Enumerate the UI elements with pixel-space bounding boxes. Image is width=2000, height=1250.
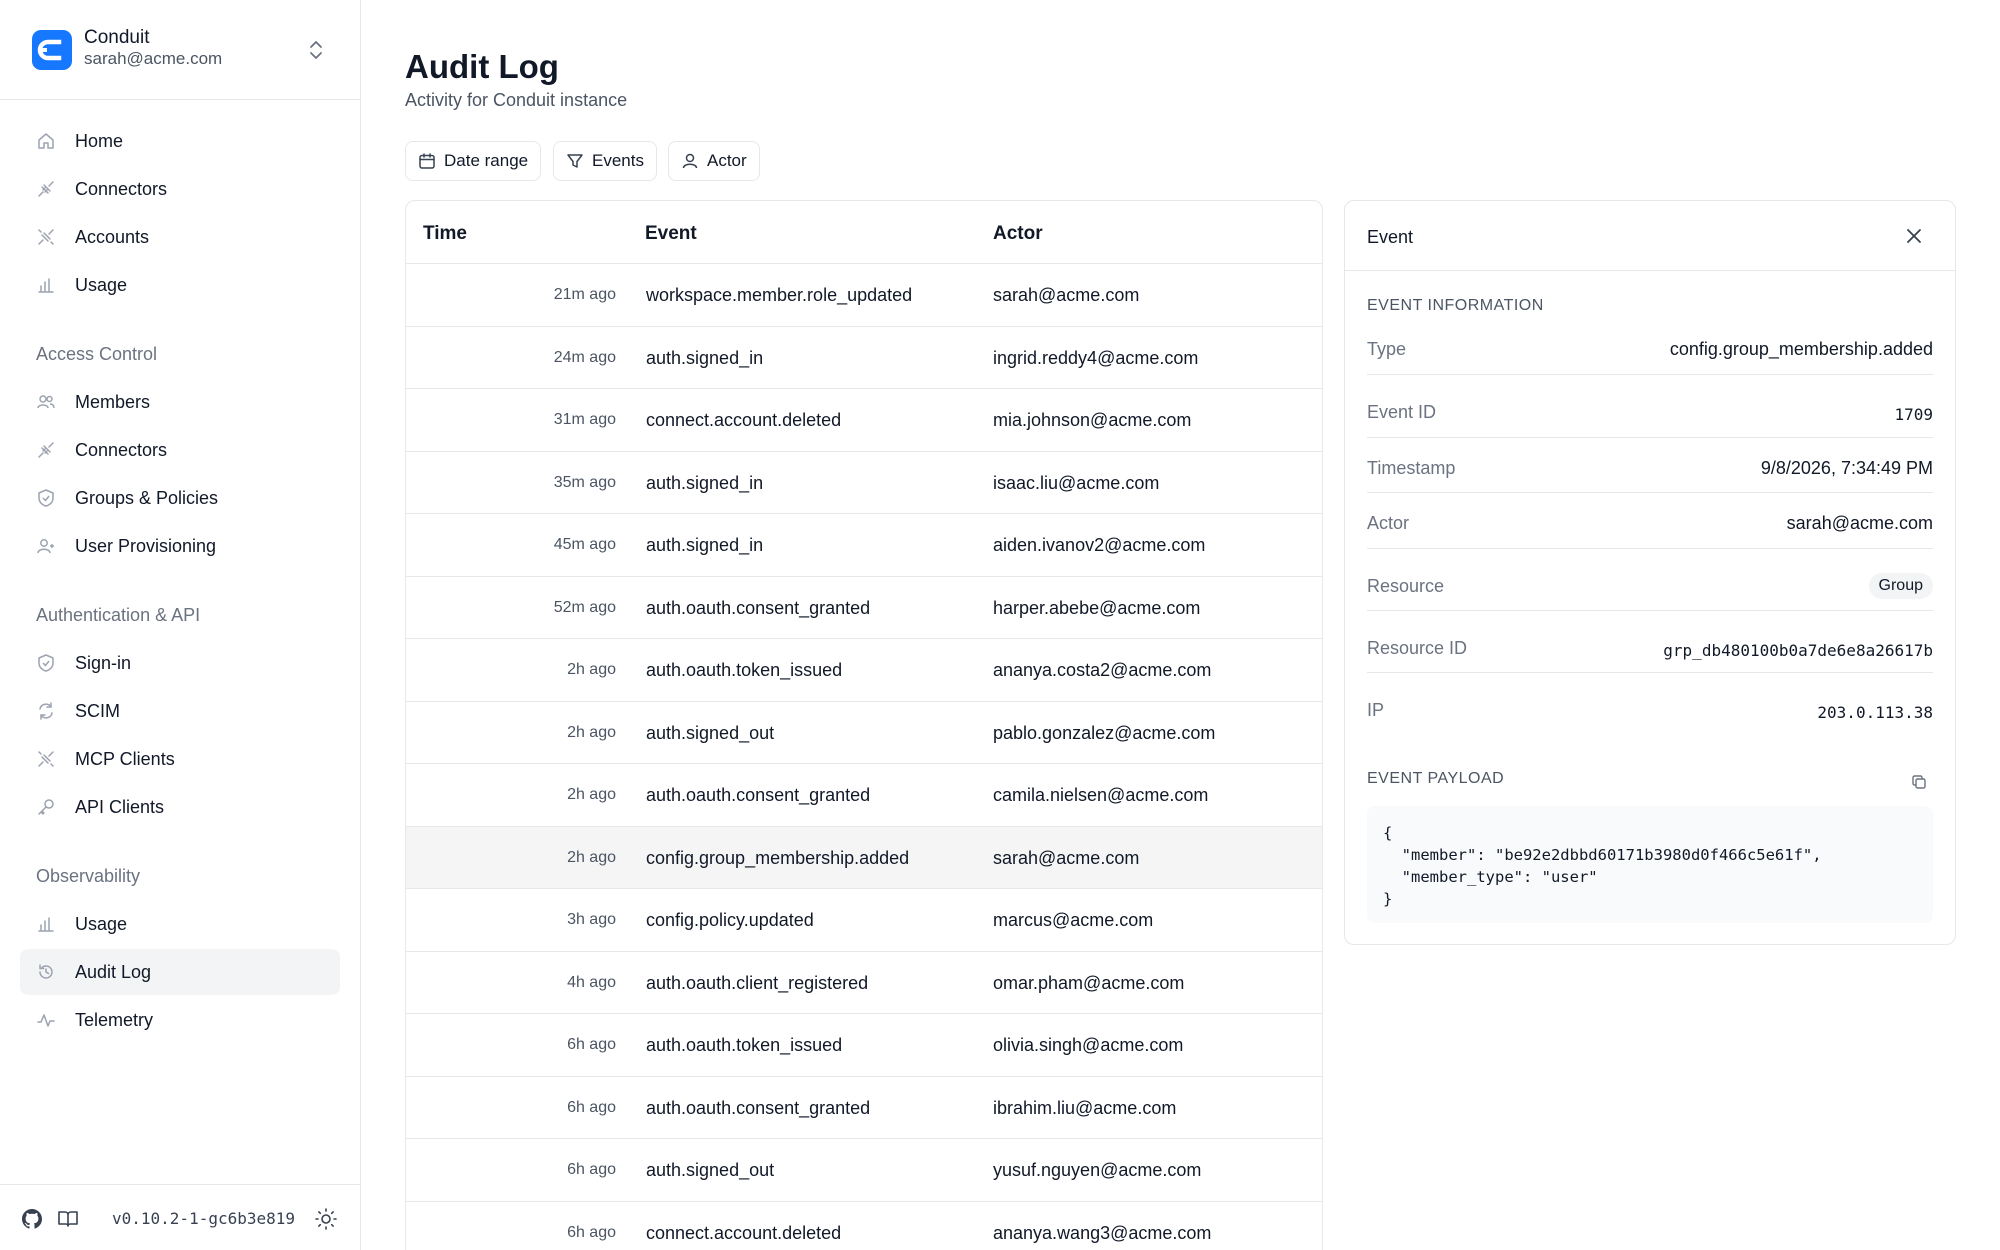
- actor-detail-value: sarah@acme.com: [1786, 513, 1933, 533]
- nav-accounts-label: Accounts: [75, 227, 150, 247]
- table-row[interactable]: [406, 577, 1323, 640]
- row-actor: ingrid.reddy4@acme.com: [993, 347, 1199, 368]
- row-actor: harper.abebe@acme.com: [993, 597, 1201, 618]
- actor-filter-button[interactable]: [668, 141, 760, 181]
- nav-connectors-label: Connectors: [75, 179, 168, 199]
- refresh-icon: [36, 701, 56, 721]
- org-email: sarah@acme.com: [84, 49, 223, 68]
- home-icon: [36, 131, 56, 151]
- event-detail-panel: [1344, 200, 1956, 945]
- actor-label: Actor: [707, 151, 747, 170]
- row-event: workspace.member.role_updated: [646, 285, 913, 305]
- row-time: 21m ago: [553, 286, 616, 303]
- plug-sparkle-icon: [36, 227, 56, 247]
- nav-members[interactable]: [20, 379, 340, 425]
- plug-sparkle-icon: [36, 749, 56, 769]
- resource-label: Resource: [1367, 576, 1445, 596]
- plug-icon: [36, 179, 56, 199]
- bar-chart-icon: [36, 914, 56, 934]
- type-row: [1367, 323, 1933, 375]
- plug-icon: [36, 440, 56, 460]
- row-actor: aiden.ivanov2@acme.com: [993, 535, 1206, 555]
- org-name: Conduit: [84, 27, 150, 48]
- table-row[interactable]: [406, 639, 1323, 702]
- table-row[interactable]: [406, 1202, 1323, 1250]
- version-label: v0.10.2-1-gc6b3e819: [112, 1209, 296, 1228]
- table-row[interactable]: [406, 1139, 1323, 1202]
- timestamp-label: Timestamp: [1367, 458, 1456, 478]
- panel-title: Event: [1367, 227, 1414, 247]
- column-actor: Actor: [993, 223, 1043, 244]
- row-event: config.policy.updated: [646, 910, 814, 930]
- nav-telemetry-label: Telemetry: [75, 1010, 154, 1030]
- section-auth-api: Authentication & API: [36, 605, 201, 625]
- table-row[interactable]: [406, 952, 1323, 1015]
- nav-mcp-clients[interactable]: [20, 736, 340, 782]
- nav-obs-usage[interactable]: [20, 901, 340, 947]
- ip-value: 203.0.113.38: [1817, 703, 1933, 722]
- event-id-label: Event ID: [1367, 402, 1437, 422]
- table-row[interactable]: [406, 1014, 1323, 1077]
- table-row[interactable]: [406, 827, 1323, 890]
- row-actor: ibrahim.liu@acme.com: [993, 1097, 1177, 1118]
- table-row[interactable]: [406, 1077, 1323, 1140]
- table-row[interactable]: [406, 389, 1323, 452]
- row-event: auth.oauth.client_registered: [646, 972, 869, 993]
- book-icon[interactable]: [56, 1207, 80, 1231]
- nav-audit-log[interactable]: [20, 949, 340, 995]
- resource-id-value: grp_db480100b0a7de6e8a26617b: [1663, 641, 1933, 660]
- table-row[interactable]: [406, 514, 1323, 577]
- key-icon: [36, 797, 56, 817]
- row-actor: ananya.wang3@acme.com: [993, 1222, 1212, 1243]
- row-time: 24m ago: [553, 348, 616, 366]
- shield-check-icon: [36, 653, 56, 673]
- type-value: config.group_membership.added: [1669, 339, 1933, 359]
- sun-icon[interactable]: [314, 1207, 338, 1231]
- nav-user-provisioning-label: User Provisioning: [75, 536, 217, 556]
- page-title: Audit Log: [405, 48, 559, 85]
- row-time: 2h ago: [567, 661, 616, 678]
- nav-mcp-clients-label: MCP Clients: [75, 749, 175, 769]
- panel-header: [1345, 201, 1955, 271]
- filter-icon: [566, 152, 584, 170]
- chevron-up-down-icon[interactable]: [305, 36, 327, 64]
- row-actor: yusuf.nguyen@acme.com: [993, 1160, 1202, 1180]
- row-time: 35m ago: [553, 473, 616, 491]
- table-row[interactable]: [406, 264, 1323, 327]
- row-time: 6h ago: [567, 1161, 616, 1178]
- row-event: auth.oauth.token_issued: [646, 1035, 843, 1055]
- nav-ac-connectors-label: Connectors: [75, 440, 168, 460]
- nav-usage-label: Usage: [75, 275, 128, 295]
- nav-groups-policies[interactable]: [20, 475, 340, 521]
- nav-scim-label: SCIM: [75, 701, 120, 721]
- row-time: 52m ago: [553, 598, 616, 616]
- activity-icon: [36, 1010, 56, 1030]
- row-time: 2h ago: [567, 723, 616, 741]
- section-access-control: Access Control: [36, 344, 158, 364]
- ip-row: [1367, 673, 1933, 735]
- history-icon: [36, 962, 56, 982]
- nav-connectors[interactable]: [20, 166, 340, 212]
- user-icon: [681, 152, 699, 170]
- row-event: auth.signed_out: [646, 1160, 775, 1180]
- date-range-label: Date range: [444, 151, 529, 170]
- resource-row: [1367, 549, 1933, 611]
- row-actor: isaac.liu@acme.com: [993, 472, 1160, 493]
- row-time: 6h ago: [567, 1098, 616, 1116]
- row-actor: olivia.singh@acme.com: [993, 1035, 1184, 1055]
- row-time: 45m ago: [553, 536, 616, 553]
- row-actor: pablo.gonzalez@acme.com: [993, 722, 1216, 743]
- nav-sign-in-label: Sign-in: [75, 653, 132, 673]
- nav-sign-in[interactable]: [20, 640, 340, 686]
- org-switcher[interactable]: [0, 0, 360, 100]
- row-actor: camila.nielsen@acme.com: [993, 785, 1209, 805]
- nav-user-provisioning[interactable]: [20, 523, 340, 569]
- row-time: 31m ago: [553, 411, 616, 428]
- nav-home[interactable]: [20, 118, 340, 164]
- actor-row: [1367, 493, 1933, 549]
- table-header: [406, 201, 1323, 264]
- row-time: 4h ago: [567, 973, 616, 991]
- close-icon[interactable]: [1903, 225, 1925, 247]
- nav-accounts[interactable]: [20, 214, 340, 260]
- date-range-filter-button[interactable]: [405, 141, 541, 181]
- sidebar: [0, 0, 361, 1250]
- sidebar-footer: [0, 1184, 360, 1250]
- user-plus-icon: [36, 536, 56, 556]
- section-observability: Observability: [36, 866, 141, 886]
- nav-groups-policies-label: Groups & Policies: [75, 488, 219, 508]
- row-event: config.group_membership.added: [646, 847, 910, 868]
- row-time: 6h ago: [567, 1036, 616, 1053]
- timestamp-value: 9/8/2026, 7:34:49 PM: [1760, 458, 1933, 478]
- event-id-value: 1709: [1894, 405, 1933, 424]
- calendar-icon: [418, 152, 436, 170]
- nav-scim[interactable]: [20, 688, 340, 734]
- github-icon[interactable]: [20, 1207, 44, 1231]
- table-row[interactable]: [406, 764, 1323, 827]
- resource-id-label: Resource ID: [1367, 638, 1468, 658]
- row-event: connect.account.deleted: [646, 1222, 842, 1243]
- table-row[interactable]: [406, 327, 1323, 390]
- row-event: auth.signed_in: [646, 347, 764, 368]
- row-time: 2h ago: [567, 786, 616, 803]
- row-time: 3h ago: [567, 911, 616, 928]
- ip-label: IP: [1367, 700, 1385, 720]
- bar-chart-icon: [36, 275, 56, 295]
- event-payload-label: EVENT PAYLOAD: [1367, 770, 1505, 787]
- nav-api-clients[interactable]: [20, 784, 340, 830]
- resource-id-row: [1367, 611, 1933, 673]
- events-filter-button[interactable]: [553, 141, 657, 181]
- conduit-logo-icon: [32, 30, 72, 70]
- row-actor: sarah@acme.com: [993, 847, 1140, 868]
- row-event: auth.signed_in: [646, 472, 764, 493]
- row-event: auth.oauth.consent_granted: [646, 1097, 871, 1118]
- users-icon: [36, 392, 56, 412]
- resource-badge: Group: [1869, 573, 1933, 599]
- payload-code: { "member": "be92e2dbbd60171b3980d0f466c5e61f", "member_type": "user" }: [1367, 806, 1933, 923]
- shield-icon: [36, 488, 56, 508]
- table-row[interactable]: [406, 452, 1323, 515]
- copy-icon[interactable]: [1910, 773, 1928, 791]
- nav-api-clients-label: API Clients: [75, 797, 165, 817]
- row-time: 2h ago: [567, 848, 616, 866]
- column-event: Event: [645, 223, 697, 244]
- nav-usage[interactable]: [20, 262, 340, 308]
- events-label: Events: [592, 151, 644, 170]
- row-event: auth.oauth.token_issued: [646, 660, 843, 680]
- column-time: Time: [423, 223, 468, 244]
- nav-obs-usage-label: Usage: [75, 914, 128, 934]
- table-row[interactable]: [406, 702, 1323, 765]
- nav-audit-log-label: Audit Log: [75, 962, 152, 982]
- row-event: auth.signed_out: [646, 722, 775, 743]
- row-actor: sarah@acme.com: [993, 285, 1140, 305]
- row-event: auth.oauth.consent_granted: [646, 785, 871, 805]
- nav-telemetry[interactable]: [20, 997, 340, 1043]
- row-time: 6h ago: [567, 1223, 616, 1241]
- table-row[interactable]: [406, 889, 1323, 952]
- row-actor: marcus@acme.com: [993, 910, 1154, 930]
- type-label: Type: [1367, 339, 1407, 359]
- row-event: auth.oauth.consent_granted: [646, 597, 871, 618]
- nav-ac-connectors[interactable]: [20, 427, 340, 473]
- audit-log-table: [405, 200, 1323, 1250]
- actor-detail-label: Actor: [1367, 513, 1410, 533]
- event-information-label: EVENT INFORMATION: [1367, 297, 1544, 314]
- row-actor: mia.johnson@acme.com: [993, 410, 1192, 430]
- row-event: connect.account.deleted: [646, 410, 842, 430]
- nav-home-label: Home: [75, 131, 124, 151]
- event-id-row: [1367, 375, 1933, 438]
- timestamp-row: [1367, 438, 1933, 493]
- row-actor: omar.pham@acme.com: [993, 972, 1185, 993]
- page-subtitle: Activity for Conduit instance: [405, 90, 628, 110]
- row-actor: ananya.costa2@acme.com: [993, 660, 1212, 680]
- nav-members-label: Members: [75, 392, 151, 412]
- row-event: auth.signed_in: [646, 535, 764, 555]
